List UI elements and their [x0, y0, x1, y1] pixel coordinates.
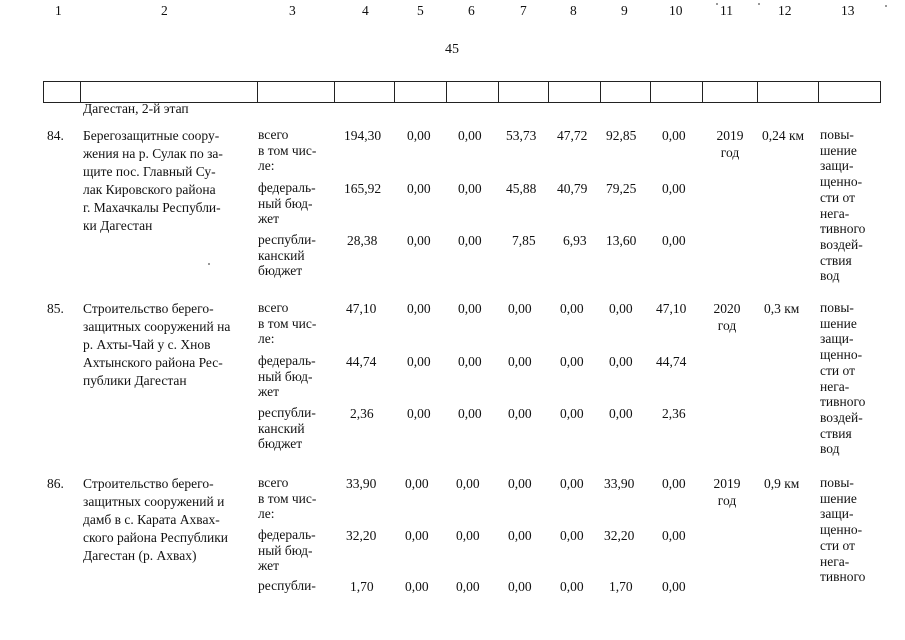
value-cell: 165,92 — [344, 181, 382, 196]
value-cell: 33,90 — [346, 476, 377, 491]
length-value: 0,24 км — [762, 128, 805, 143]
value-cell: 0,00 — [609, 301, 633, 316]
col-header-2: 2 — [161, 3, 168, 18]
row-description: Берегозащитные соору- жения на р. Сулак по за- щите пос. Главный Су- лак Кировского района г. Махачкалы Республи- ки Дагестан — [83, 128, 223, 233]
row-description: Строительство берего- защитных сооружений на р. Ахты-Чай у с. Хнов Ахтынского района Рес- публики Дагестан — [83, 301, 231, 388]
funding-source-federal: федераль- ный бюд- жет — [258, 353, 316, 400]
value-cell: 1,70 — [350, 579, 374, 594]
value-cell: 0,00 — [458, 406, 482, 421]
value-cell: 0,00 — [662, 579, 686, 594]
value-cell: 0,00 — [407, 354, 431, 369]
length-value: 0,3 км — [764, 301, 800, 316]
funding-source-total: всего в том чис- ле: — [258, 475, 317, 522]
value-cell: 79,25 — [606, 181, 637, 196]
value-cell: 0,00 — [458, 354, 482, 369]
value-cell: 0,00 — [508, 476, 532, 491]
col-header-5: 5 — [417, 3, 424, 18]
funding-source-total: всего в том чис- ле: — [258, 127, 317, 174]
value-cell: 53,73 — [506, 128, 537, 143]
col-header-12: 12 — [778, 3, 792, 18]
value-cell: 0,00 — [456, 579, 480, 594]
value-cell: 0,00 — [560, 406, 584, 421]
length-value: 0,9 км — [764, 476, 800, 491]
value-cell: 0,00 — [662, 233, 686, 248]
value-cell: 0,00 — [458, 301, 482, 316]
value-cell: 0,00 — [508, 579, 532, 594]
funding-source-total: всего в том чис- ле: — [258, 300, 317, 347]
funding-source-regional: республи- канский бюджет — [258, 232, 316, 279]
value-cell: 0,00 — [407, 301, 431, 316]
col-header-8: 8 — [570, 3, 577, 18]
value-cell: 0,00 — [407, 233, 431, 248]
value-cell: 0,00 — [609, 354, 633, 369]
col-header-9: 9 — [621, 3, 628, 18]
value-cell: 0,00 — [560, 579, 584, 594]
value-cell: 0,00 — [458, 181, 482, 196]
col-header-1: 1 — [55, 3, 62, 18]
col-header-11: 11 — [720, 3, 733, 18]
row-number: 86. — [47, 476, 64, 491]
funding-source-federal: федераль- ный бюд- жет — [258, 527, 316, 574]
value-cell: 44,74 — [656, 354, 687, 369]
value-cell: 0,00 — [508, 528, 532, 543]
value-cell: 47,10 — [656, 301, 687, 316]
scan-speck — [885, 5, 887, 7]
value-cell: 0,00 — [405, 476, 429, 491]
value-cell: 0,00 — [560, 301, 584, 316]
value-cell: 0,00 — [407, 128, 431, 143]
value-cell: 0,00 — [407, 406, 431, 421]
value-cell: 45,88 — [506, 181, 537, 196]
expected-effect: повы- шение защи- щенно- сти от нега- тивного воздей- ствия вод — [820, 300, 866, 457]
row-number: 84. — [47, 128, 64, 143]
scan-speck — [758, 3, 760, 5]
funding-source-regional: республи- — [258, 578, 316, 593]
col-header-4: 4 — [362, 3, 369, 18]
value-cell: 0,00 — [456, 528, 480, 543]
col-header-7: 7 — [520, 3, 527, 18]
expected-effect: повы- шение защи- щенно- сти от нега- тивного — [820, 475, 866, 585]
value-cell: 6,93 — [563, 233, 587, 248]
value-cell: 0,00 — [508, 406, 532, 421]
funding-source-federal: федераль- ный бюд- жет — [258, 180, 316, 227]
row-description: Строительство берего- защитных сооружений и дамб в с. Карата Ахвах- ского района Республики Дагестан (р. Ахвах) — [83, 476, 228, 563]
value-cell: 44,74 — [346, 354, 377, 369]
funding-source-regional: республи- канский бюджет — [258, 405, 316, 452]
prev-row-tail: Дагестан, 2-й этап — [83, 101, 189, 116]
completion-year: 2020 год — [713, 301, 741, 333]
completion-year: 2019 год — [716, 128, 744, 160]
value-cell: 0,00 — [456, 476, 480, 491]
value-cell: 0,00 — [407, 181, 431, 196]
value-cell: 33,90 — [604, 476, 635, 491]
value-cell: 194,30 — [344, 128, 382, 143]
completion-year: 2019 год — [713, 476, 741, 508]
value-cell: 0,00 — [508, 354, 532, 369]
value-cell: 32,20 — [604, 528, 635, 543]
scan-speck — [208, 263, 210, 265]
value-cell: 92,85 — [606, 128, 637, 143]
value-cell: 28,38 — [347, 233, 378, 248]
col-header-13: 13 — [841, 3, 855, 18]
value-cell: 47,72 — [557, 128, 588, 143]
value-cell: 2,36 — [350, 406, 374, 421]
col-header-6: 6 — [468, 3, 475, 18]
value-cell: 40,79 — [557, 181, 588, 196]
page-number: 45 — [445, 42, 459, 57]
value-cell: 1,70 — [609, 579, 633, 594]
value-cell: 0,00 — [405, 579, 429, 594]
value-cell: 0,00 — [560, 354, 584, 369]
value-cell: 2,36 — [662, 406, 686, 421]
value-cell: 0,00 — [560, 528, 584, 543]
expected-effect: повы- шение защи- щеннo- сти от нега- тивного воздей- ствия вод — [820, 127, 866, 284]
value-cell: 0,00 — [560, 476, 584, 491]
value-cell: 0,00 — [458, 233, 482, 248]
value-cell: 0,00 — [405, 528, 429, 543]
value-cell: 0,00 — [662, 528, 686, 543]
value-cell: 0,00 — [609, 406, 633, 421]
row-number: 85. — [47, 301, 64, 316]
col-header-3: 3 — [289, 3, 296, 18]
value-cell: 0,00 — [662, 128, 686, 143]
value-cell: 13,60 — [606, 233, 637, 248]
value-cell: 0,00 — [458, 128, 482, 143]
col-header-10: 10 — [669, 3, 683, 18]
value-cell: 47,10 — [346, 301, 377, 316]
value-cell: 0,00 — [662, 476, 686, 491]
scan-speck — [716, 3, 718, 5]
value-cell: 32,20 — [346, 528, 377, 543]
value-cell: 0,00 — [508, 301, 532, 316]
value-cell: 7,85 — [512, 233, 536, 248]
value-cell: 0,00 — [662, 181, 686, 196]
